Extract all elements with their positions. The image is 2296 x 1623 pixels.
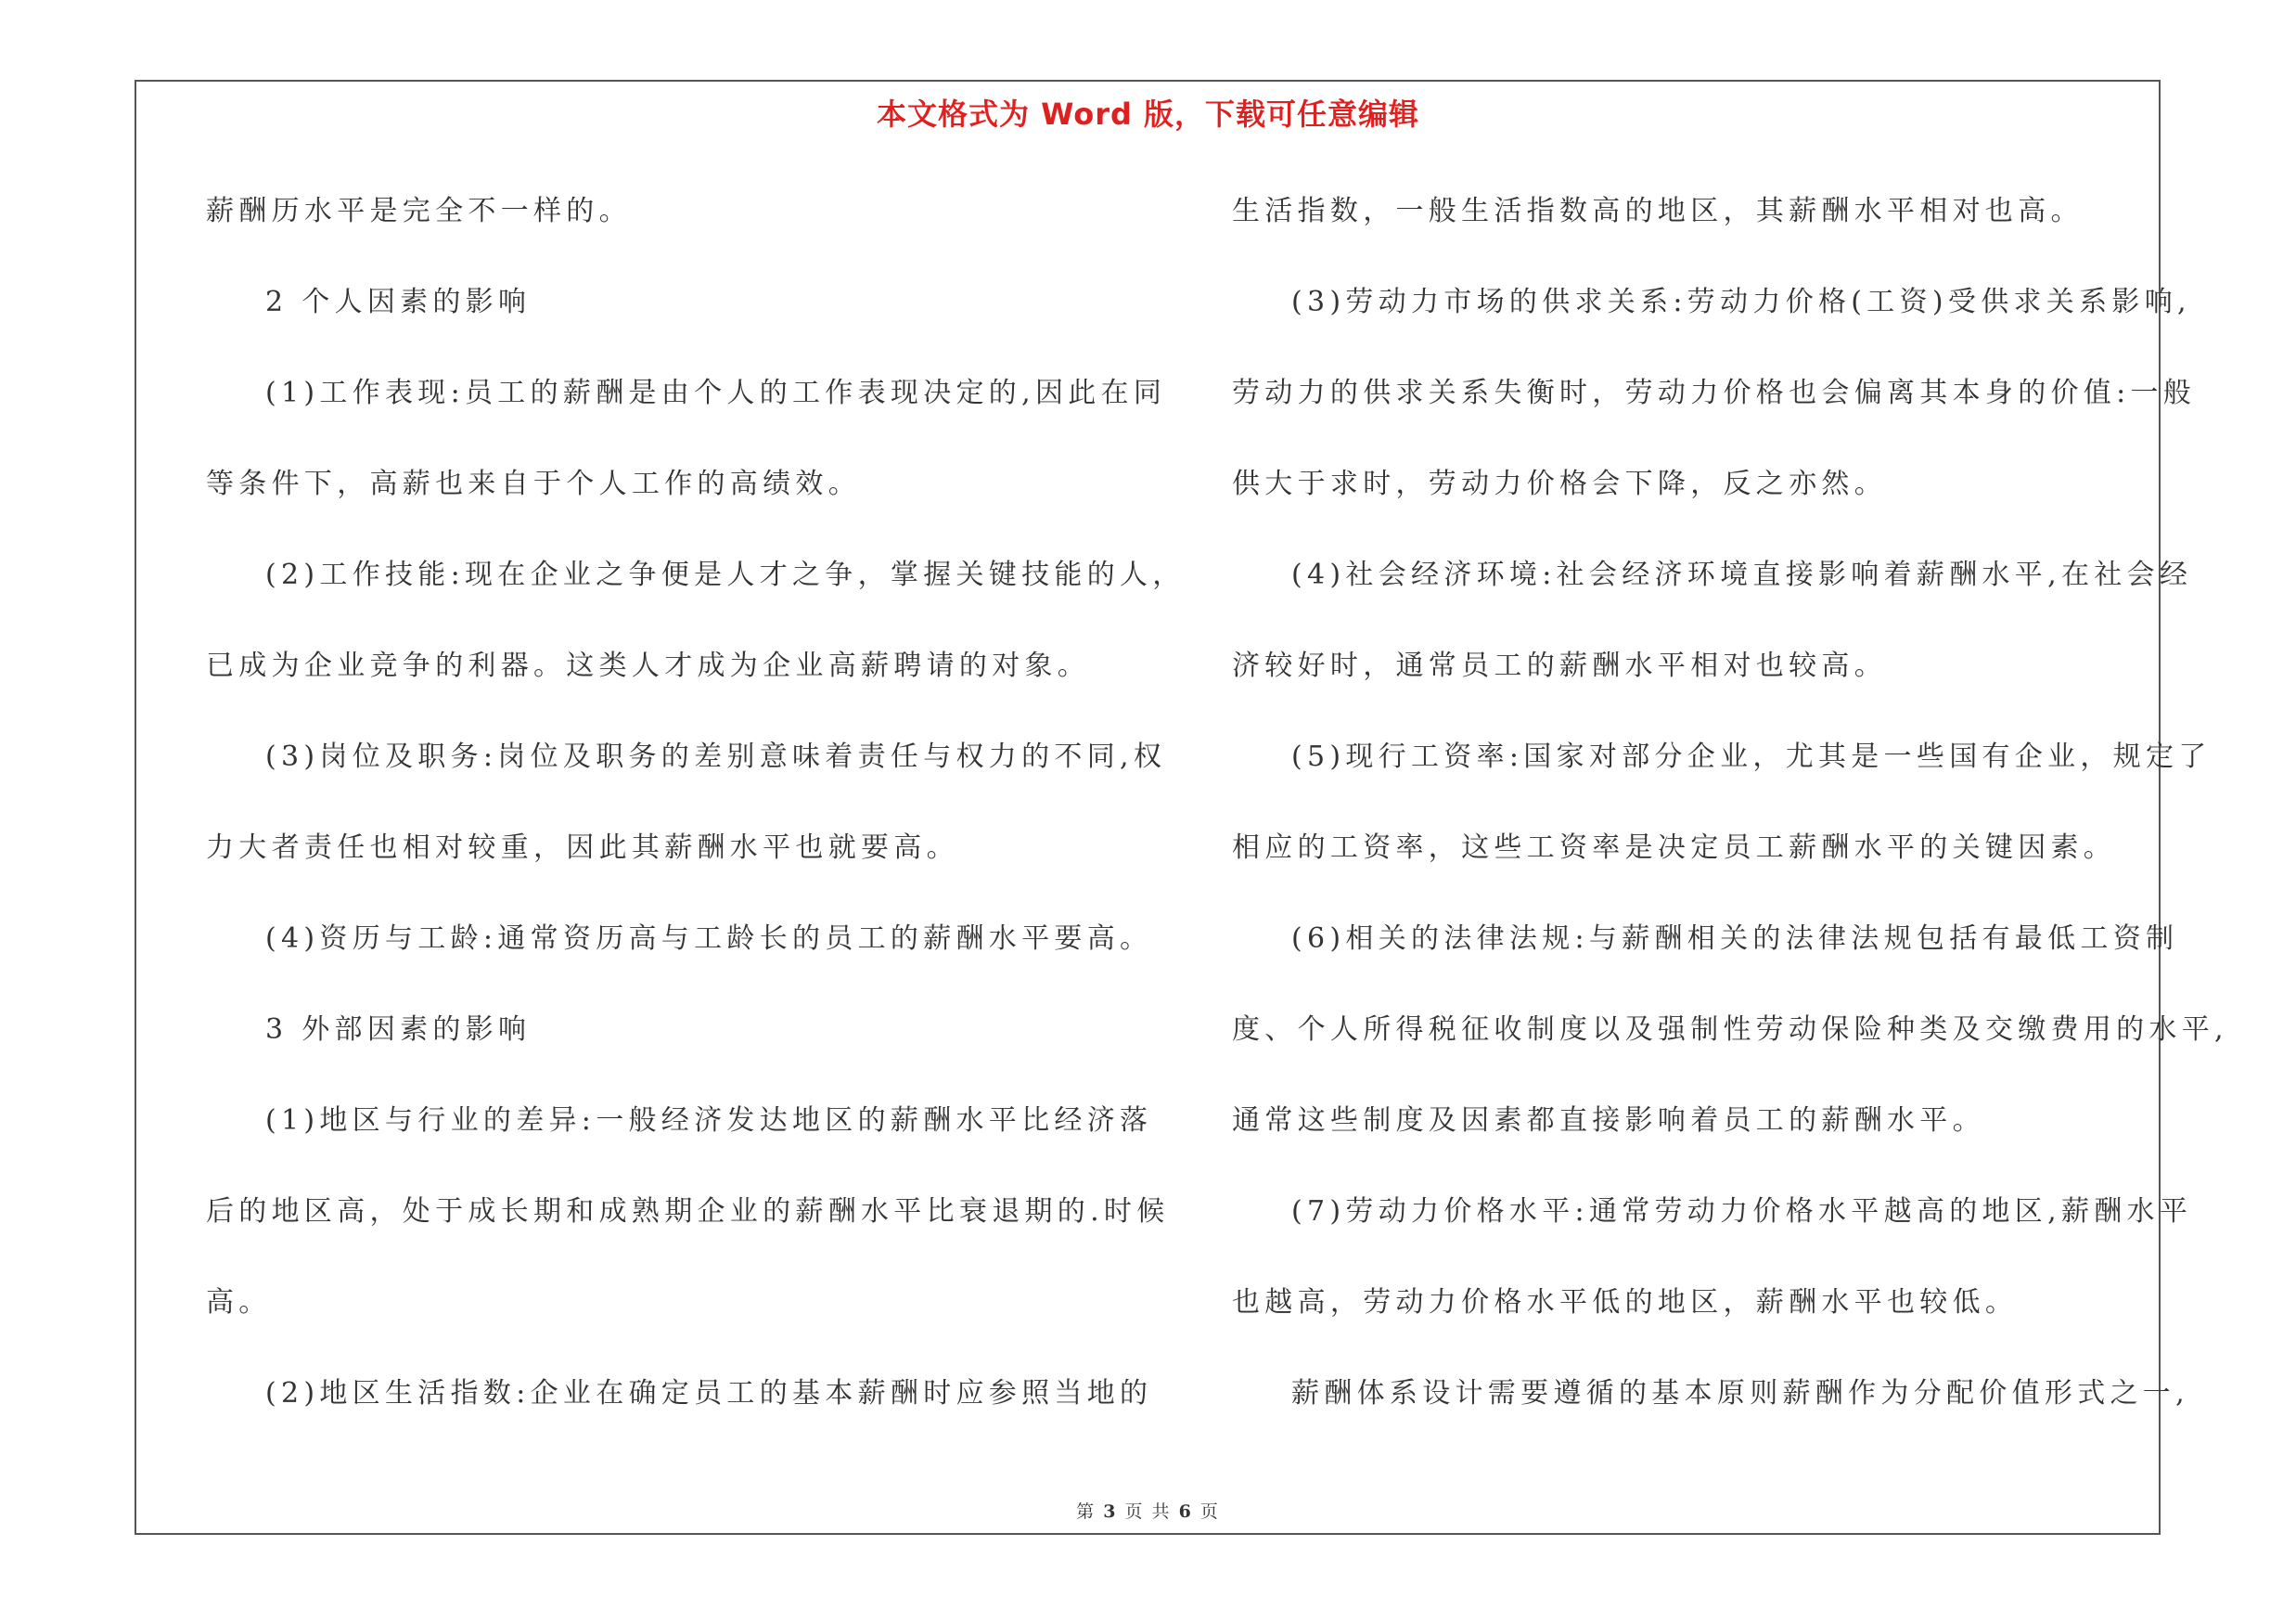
- current-page-number: 3: [1103, 1501, 1118, 1522]
- text-line: (1)工作表现:员工的薪酬是由个人的工作表现决定的,因此在同: [265, 377, 1167, 409]
- text-line: (6)相关的法律法规:与薪酬相关的法律法规包括有最低工资制: [1291, 922, 2179, 955]
- text-line: (5)现行工资率:国家对部分企业，尤其是一些国有企业，规定了: [1291, 741, 2212, 773]
- text-line: 通常这些制度及因素都直接影响着员工的薪酬水平。: [1232, 1104, 1985, 1137]
- total-pages-number: 6: [1178, 1501, 1193, 1522]
- text-line: 薪酬体系设计需要遵循的基本原则薪酬作为分配价值形式之一,: [1291, 1377, 2189, 1410]
- text-line: 已成为企业竞争的利器。这类人才成为企业高薪聘请的对象。: [206, 650, 1091, 682]
- text-line: (4)社会经济环境:社会经济环境直接影响着薪酬水平,在社会经: [1291, 559, 2193, 591]
- text-line: (4)资历与工龄:通常资历高与工龄长的员工的薪酬水平要高。: [265, 922, 1153, 955]
- text-line: 等条件下，高薪也来自于个人工作的高绩效。: [206, 468, 861, 500]
- text-line: 相应的工资率，这些工资率是决定员工薪酬水平的关键因素。: [1232, 831, 2117, 864]
- section-heading: 3 外部因素的影响: [265, 1013, 532, 1046]
- text-line: (2)地区生活指数:企业在确定员工的基本薪酬时应参照当地的: [265, 1377, 1153, 1410]
- text-line: 高。: [206, 1286, 272, 1319]
- text-line: 供大于求时，劳动力价格会下降，反之亦然。: [1232, 468, 1887, 500]
- page-footer: [0, 1498, 2296, 1523]
- text-line: 后的地区高，处于成长期和成熟期企业的薪酬水平比衰退期的.时候: [206, 1195, 1170, 1228]
- text-line: (3)岗位及职务:岗位及职务的差别意味着责任与权力的不同,权: [265, 741, 1167, 773]
- section-heading: 2 个人因素的影响: [265, 286, 532, 318]
- text-line: (1)地区与行业的差异:一般经济发达地区的薪酬水平比经济落: [265, 1104, 1153, 1137]
- text-line: (2)工作技能:现在企业之争便是人才之争，掌握关键技能的人，: [265, 559, 1186, 591]
- text-line: (7)劳动力价格水平:通常劳动力价格水平越高的地区,薪酬水平: [1291, 1195, 2193, 1228]
- footer-suffix: 页: [1199, 1501, 1220, 1522]
- text-line: 度、个人所得税征收制度以及强制性劳动保险种类及交缴费用的水平,: [1232, 1013, 2228, 1046]
- text-line: 也越高，劳动力价格水平低的地区，薪酬水平也较低。: [1232, 1286, 2019, 1319]
- text-line: 济较好时，通常员工的薪酬水平相对也较高。: [1232, 650, 1887, 682]
- text-line: 力大者责任也相对较重，因此其薪酬水平也就要高。: [206, 831, 959, 864]
- footer-prefix: 第: [1076, 1501, 1097, 1522]
- text-line: 薪酬历水平是完全不一样的。: [206, 195, 632, 227]
- text-line: 生活指数，一般生活指数高的地区，其薪酬水平相对也高。: [1232, 195, 2084, 227]
- header-banner: 本文格式为 Word 版，下载可任意编辑: [876, 97, 1420, 132]
- footer-middle: 页 共: [1124, 1501, 1172, 1522]
- text-line: 劳动力的供求关系失衡时，劳动力价格也会偏离其本身的价值:一般: [1232, 377, 2197, 409]
- text-line: (3)劳动力市场的供求关系:劳动力价格(工资)受供求关系影响,: [1291, 286, 2191, 318]
